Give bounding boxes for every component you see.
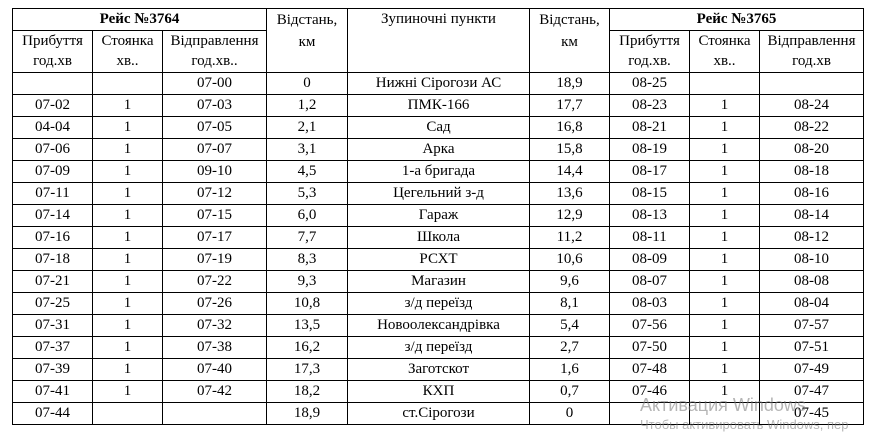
- cell-arrival-right: 08-09: [610, 249, 690, 271]
- cell-departure-left: 07-38: [163, 337, 267, 359]
- cell-departure-left: 07-07: [163, 139, 267, 161]
- cell-arrival-right: 08-17: [610, 161, 690, 183]
- col-distance-right: [530, 9, 610, 73]
- cell-departure-left: 07-17: [163, 227, 267, 249]
- cell-departure-left: 07-42: [163, 381, 267, 403]
- cell-distance-right: 5,4: [530, 315, 610, 337]
- cell-stop-left: 1: [93, 381, 163, 403]
- cell-distance-left: 7,7: [267, 227, 348, 249]
- cell-stop-left: 1: [93, 95, 163, 117]
- cell-stop-name: РСХТ: [348, 249, 530, 271]
- cell-departure-right: 08-08: [760, 271, 864, 293]
- cell-arrival-left: 07-02: [13, 95, 93, 117]
- cell-distance-right: 14,4: [530, 161, 610, 183]
- cell-departure-right: [760, 73, 864, 95]
- cell-stop-name: Новоолександрівка: [348, 315, 530, 337]
- cell-distance-left: 5,3: [267, 183, 348, 205]
- cell-arrival-right: 07-56: [610, 315, 690, 337]
- table-row: [13, 161, 864, 183]
- cell-distance-left: 2,1: [267, 117, 348, 139]
- right-col-arrival-line1: Прибуття: [619, 33, 680, 49]
- cell-distance-right: 17,7: [530, 95, 610, 117]
- cell-stop-left: 1: [93, 293, 163, 315]
- cell-departure-right: 07-47: [760, 381, 864, 403]
- cell-stop-name: Цегельний з-д: [348, 183, 530, 205]
- cell-departure-left: 07-12: [163, 183, 267, 205]
- cell-departure-left: [163, 403, 267, 425]
- cell-departure-right: 08-10: [760, 249, 864, 271]
- cell-stop-left: 1: [93, 139, 163, 161]
- table-row: [13, 403, 864, 425]
- cell-stop-left: 1: [93, 315, 163, 337]
- cell-stop-right: 1: [690, 359, 760, 381]
- cell-distance-right: 11,2: [530, 227, 610, 249]
- cell-stop-right: 1: [690, 139, 760, 161]
- col-distance-left-line1: Відстань,: [276, 12, 338, 28]
- cell-stop-left: 1: [93, 161, 163, 183]
- left-col-departure: [163, 31, 267, 73]
- left-col-arrival-line2: год.хв: [33, 53, 72, 69]
- right-col-departure: [760, 31, 864, 73]
- cell-stop-left: [93, 73, 163, 95]
- cell-stop-name: Школа: [348, 227, 530, 249]
- cell-arrival-left: 07-09: [13, 161, 93, 183]
- cell-distance-left: 16,2: [267, 337, 348, 359]
- header-row-trips: [13, 9, 864, 31]
- cell-stop-left: 1: [93, 337, 163, 359]
- cell-stop-name: Магазин: [348, 271, 530, 293]
- table-row: [13, 117, 864, 139]
- left-col-arrival: [13, 31, 93, 73]
- col-distance-right-line2: км: [561, 34, 578, 50]
- cell-distance-left: 3,1: [267, 139, 348, 161]
- trip-right-title: Рейс №3765: [610, 9, 864, 31]
- cell-departure-left: 07-19: [163, 249, 267, 271]
- cell-distance-left: 4,5: [267, 161, 348, 183]
- cell-distance-left: 18,2: [267, 381, 348, 403]
- cell-distance-left: 10,8: [267, 293, 348, 315]
- left-col-stop-line2: хв..: [116, 53, 139, 69]
- cell-stop-name: Гараж: [348, 205, 530, 227]
- cell-stop-right: 1: [690, 227, 760, 249]
- cell-distance-right: 0: [530, 403, 610, 425]
- cell-distance-right: 16,8: [530, 117, 610, 139]
- left-col-departure-line1: Відправлення: [170, 33, 259, 49]
- cell-stop-left: 1: [93, 117, 163, 139]
- right-col-stop: [690, 31, 760, 73]
- cell-arrival-left: 07-11: [13, 183, 93, 205]
- col-distance-right-line1: Відстань,: [539, 12, 600, 28]
- table-row: [13, 249, 864, 271]
- right-col-departure-line2: год.хв: [792, 53, 831, 69]
- cell-departure-left: 07-03: [163, 95, 267, 117]
- table-row: [13, 205, 864, 227]
- left-col-stop-line1: Стоянка: [101, 33, 154, 49]
- cell-arrival-left: 07-14: [13, 205, 93, 227]
- cell-distance-right: 12,9: [530, 205, 610, 227]
- cell-stop-name: з/д переїзд: [348, 337, 530, 359]
- left-col-arrival-line1: Прибуття: [22, 33, 83, 49]
- cell-stop-right: 1: [690, 205, 760, 227]
- cell-arrival-right: 07-48: [610, 359, 690, 381]
- cell-departure-left: 07-32: [163, 315, 267, 337]
- cell-stop-left: 1: [93, 249, 163, 271]
- cell-arrival-left: 07-39: [13, 359, 93, 381]
- table-row: [13, 337, 864, 359]
- cell-distance-right: 18,9: [530, 73, 610, 95]
- cell-distance-left: 0: [267, 73, 348, 95]
- cell-arrival-right: 08-19: [610, 139, 690, 161]
- cell-arrival-right: 08-15: [610, 183, 690, 205]
- cell-departure-right: 08-12: [760, 227, 864, 249]
- cell-arrival-right: 08-25: [610, 73, 690, 95]
- cell-distance-left: 8,3: [267, 249, 348, 271]
- cell-arrival-right: 07-46: [610, 381, 690, 403]
- cell-stop-name: 1-а бригада: [348, 161, 530, 183]
- cell-stop-left: 1: [93, 183, 163, 205]
- cell-stop-name: КХП: [348, 381, 530, 403]
- cell-stop-right: 1: [690, 315, 760, 337]
- cell-arrival-right: 08-21: [610, 117, 690, 139]
- cell-departure-right: 07-49: [760, 359, 864, 381]
- cell-arrival-right: 08-03: [610, 293, 690, 315]
- cell-arrival-right: [610, 403, 690, 425]
- timetable: [12, 8, 864, 425]
- cell-distance-right: 9,6: [530, 271, 610, 293]
- cell-departure-right: 08-14: [760, 205, 864, 227]
- cell-distance-left: 9,3: [267, 271, 348, 293]
- cell-stop-name: ст.Сірогози: [348, 403, 530, 425]
- cell-stop-name: Нижні Сірогози АС: [348, 73, 530, 95]
- cell-arrival-left: 07-06: [13, 139, 93, 161]
- table-row: [13, 73, 864, 95]
- cell-stop-left: 1: [93, 227, 163, 249]
- cell-distance-left: 6,0: [267, 205, 348, 227]
- cell-arrival-right: 08-23: [610, 95, 690, 117]
- cell-departure-left: 07-00: [163, 73, 267, 95]
- cell-stop-right: 1: [690, 117, 760, 139]
- cell-stop-right: 1: [690, 271, 760, 293]
- cell-distance-right: 13,6: [530, 183, 610, 205]
- trip-left-title: Рейс №3764: [13, 9, 267, 31]
- col-distance-left-line2: км: [298, 34, 316, 50]
- cell-stop-left: [93, 403, 163, 425]
- cell-distance-right: 1,6: [530, 359, 610, 381]
- cell-departure-left: 07-40: [163, 359, 267, 381]
- cell-departure-left: 09-10: [163, 161, 267, 183]
- right-col-departure-line1: Відправлення: [767, 33, 856, 49]
- table-row: [13, 271, 864, 293]
- cell-arrival-right: 08-11: [610, 227, 690, 249]
- table-row: [13, 227, 864, 249]
- cell-arrival-left: 07-16: [13, 227, 93, 249]
- cell-arrival-left: 07-18: [13, 249, 93, 271]
- table-row: [13, 183, 864, 205]
- cell-arrival-left: 07-44: [13, 403, 93, 425]
- cell-arrival-right: 08-07: [610, 271, 690, 293]
- right-col-arrival: [610, 31, 690, 73]
- cell-stop-right: [690, 73, 760, 95]
- cell-departure-right: 07-51: [760, 337, 864, 359]
- right-col-arrival-line2: год.хв.: [628, 53, 671, 69]
- cell-stop-right: 1: [690, 293, 760, 315]
- cell-arrival-left: 07-25: [13, 293, 93, 315]
- cell-stop-left: 1: [93, 359, 163, 381]
- cell-stop-name: Арка: [348, 139, 530, 161]
- table-row: [13, 359, 864, 381]
- table-row: [13, 381, 864, 403]
- col-distance-left: [267, 9, 348, 73]
- cell-departure-right: 08-20: [760, 139, 864, 161]
- cell-arrival-right: 08-13: [610, 205, 690, 227]
- cell-distance-right: 15,8: [530, 139, 610, 161]
- col-stops: Зупиночні пункти: [348, 9, 530, 73]
- cell-stop-right: 1: [690, 161, 760, 183]
- left-col-departure-line2: год.хв..: [191, 53, 238, 69]
- cell-distance-right: 10,6: [530, 249, 610, 271]
- cell-arrival-left: 04-04: [13, 117, 93, 139]
- cell-stop-name: ПМК-166: [348, 95, 530, 117]
- cell-distance-right: 2,7: [530, 337, 610, 359]
- timetable-container: [12, 8, 864, 425]
- cell-departure-right: 07-57: [760, 315, 864, 337]
- cell-arrival-left: 07-37: [13, 337, 93, 359]
- cell-stop-right: [690, 403, 760, 425]
- cell-stop-left: 1: [93, 205, 163, 227]
- right-col-stop-line2: хв..: [713, 53, 736, 69]
- watermark-line2: Чтобы активировать Windows, пер: [640, 417, 849, 432]
- cell-distance-right: 8,1: [530, 293, 610, 315]
- cell-stop-right: 1: [690, 381, 760, 403]
- cell-departure-right: 08-24: [760, 95, 864, 117]
- cell-arrival-left: 07-21: [13, 271, 93, 293]
- cell-departure-right: 08-22: [760, 117, 864, 139]
- cell-departure-right: 08-16: [760, 183, 864, 205]
- cell-departure-left: 07-15: [163, 205, 267, 227]
- table-row: [13, 139, 864, 161]
- right-col-stop-line1: Стоянка: [698, 33, 751, 49]
- cell-distance-left: 13,5: [267, 315, 348, 337]
- cell-departure-left: 07-22: [163, 271, 267, 293]
- left-col-stop: [93, 31, 163, 73]
- cell-stop-name: Сад: [348, 117, 530, 139]
- cell-distance-right: 0,7: [530, 381, 610, 403]
- cell-departure-right: 07-45: [760, 403, 864, 425]
- cell-arrival-left: 07-41: [13, 381, 93, 403]
- cell-distance-left: 1,2: [267, 95, 348, 117]
- cell-distance-left: 18,9: [267, 403, 348, 425]
- cell-departure-right: 08-04: [760, 293, 864, 315]
- cell-stop-right: 1: [690, 337, 760, 359]
- cell-stop-right: 1: [690, 183, 760, 205]
- cell-departure-left: 07-26: [163, 293, 267, 315]
- cell-stop-name: з/д переїзд: [348, 293, 530, 315]
- cell-arrival-left: [13, 73, 93, 95]
- cell-stop-left: 1: [93, 271, 163, 293]
- cell-stop-right: 1: [690, 95, 760, 117]
- table-row: [13, 293, 864, 315]
- cell-stop-name: Заготскот: [348, 359, 530, 381]
- table-row: [13, 315, 864, 337]
- cell-arrival-right: 07-50: [610, 337, 690, 359]
- cell-distance-left: 17,3: [267, 359, 348, 381]
- cell-stop-right: 1: [690, 249, 760, 271]
- table-row: [13, 95, 864, 117]
- cell-departure-right: 08-18: [760, 161, 864, 183]
- cell-departure-left: 07-05: [163, 117, 267, 139]
- watermark-line1: Активация Windows: [640, 395, 806, 415]
- cell-arrival-left: 07-31: [13, 315, 93, 337]
